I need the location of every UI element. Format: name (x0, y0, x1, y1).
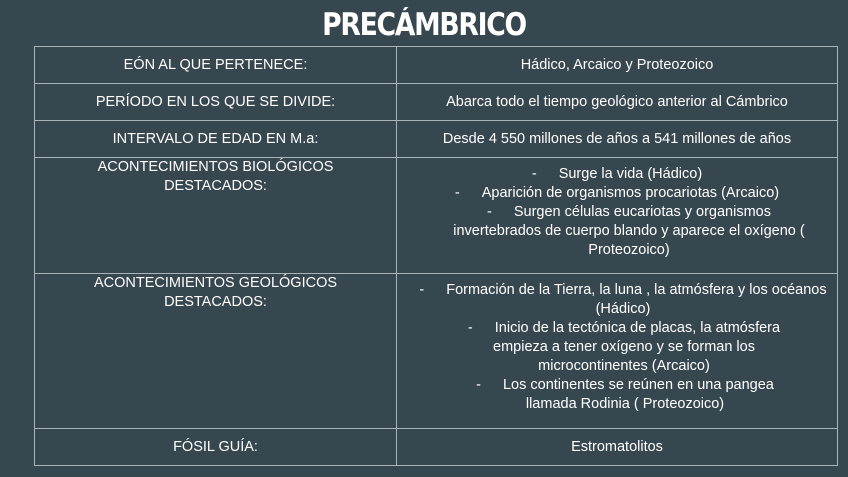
list-item-text: Surge la vida (Hádico) (558, 166, 703, 182)
list-item-text: Formación de la Tierra, la luna , la atmósfera y los océanos (Hádico) (446, 282, 827, 317)
row-label: EÓN AL QUE PERTENECE: (35, 47, 397, 84)
row-label: ACONTECIMIENTOS GEOLÓGICOS DESTACADOS: (35, 274, 397, 429)
bullet-list (403, 165, 831, 260)
bullet-list (403, 281, 831, 414)
dash-bullet: - (487, 204, 492, 220)
table-row (35, 429, 838, 466)
table-row (35, 121, 838, 158)
row-label: FÓSIL GUÍA: (35, 429, 397, 466)
table-row (35, 47, 838, 84)
row-value (397, 274, 838, 429)
list-item-text: Aparición de organismos procariotas (Arcaico) (481, 185, 780, 201)
list-item-text: Los continentes se reúnen en una pangea llamada Rodinia ( Proteozoico) (502, 377, 774, 412)
list-item (403, 165, 831, 184)
row-value: Abarca todo el tiempo geológico anterior al Cámbrico (397, 84, 838, 121)
dash-bullet: - (467, 320, 473, 336)
list-item-text: Inicio de la tectónica de placas, la atmósfera empieza a tener oxígeno y se forman los microcontinentes (Arcaico) (493, 320, 781, 374)
row-value (397, 158, 838, 274)
table-row (35, 274, 838, 429)
list-item (403, 319, 831, 376)
row-value: Desde 4 550 millones de años a 541 millones de años (397, 121, 838, 158)
dash-bullet: - (454, 185, 460, 201)
dash-bullet: - (419, 282, 425, 298)
slide-title: PRECÁMBRICO (322, 7, 526, 43)
table-row (35, 84, 838, 121)
list-item (403, 281, 831, 319)
list-item (403, 184, 831, 203)
list-item-text: Surgen células eucariotas y organismos invertebrados de cuerpo blando y aparece el oxígeno ( Proteozoico) (453, 204, 805, 258)
info-table (34, 46, 838, 466)
row-label: PERÍODO EN LOS QUE SE DIVIDE: (35, 84, 397, 121)
dash-bullet: - (476, 377, 481, 393)
row-value: Hádico, Arcaico y Proteozoico (397, 47, 838, 84)
row-value: Estromatolitos (397, 429, 838, 466)
row-label: INTERVALO DE EDAD EN M.a: (35, 121, 397, 158)
dash-bullet: - (531, 166, 537, 182)
row-label: ACONTECIMIENTOS BIOLÓGICOS DESTACADOS: (35, 158, 397, 274)
list-item (403, 376, 831, 414)
table-row (35, 158, 838, 274)
list-item (403, 203, 831, 260)
